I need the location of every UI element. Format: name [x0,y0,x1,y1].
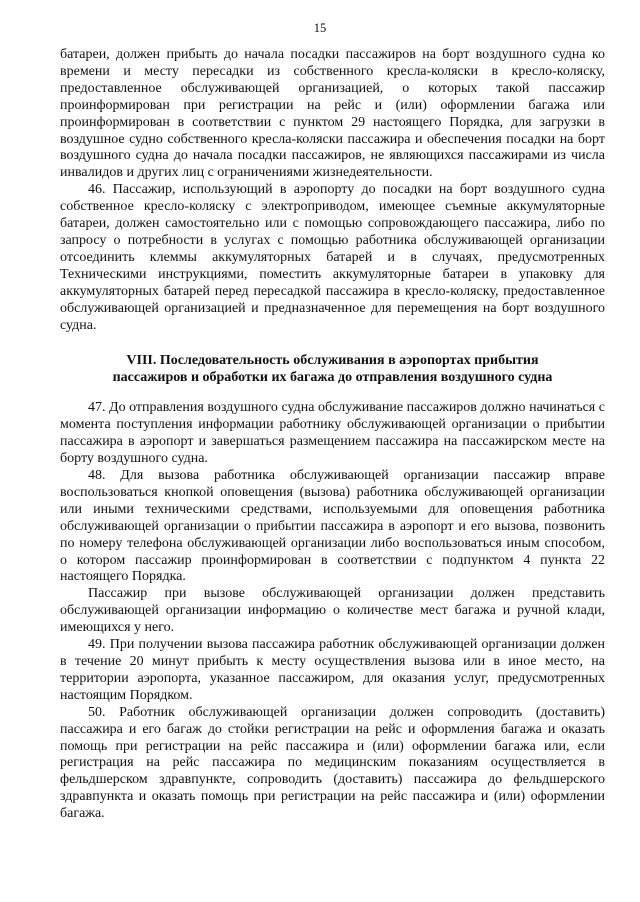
paragraph-48-continuation: Пассажир при вызове обслуживающей организации должен представить обслуживающей организации информацию о количестве мест багажа и ручной клади, имеющихся у него. [60,586,605,636]
paragraph-46: 46. Пассажир, использующий в аэропорту до посадки на борт воздушного судна собственное кресло-коляску с электроприводом, имеющее съемные аккумуляторные батареи, должен самостоятельно или с помощью сопровождающего пассажира, либо по запросу о потребности в услугах с помощью работника обслуживающей организации отсоединить клеммы аккумуляторных батарей и в случаях, предусмотренных Техническими инструкциями, поместить аккумуляторные батареи в упаковку для аккумуляторных батарей перед пересадкой пассажира в кресло-коляску, предоставленное обслуживающей организацией и предназначенное для перемещения на борт воздушного судна. [60,182,605,333]
page-number: 15 [313,21,327,35]
paragraph-47: 47. До отправления воздушного судна обслуживание пассажиров должно начинаться с момента поступления информации работнику обслуживающей организации о прибытии пассажира в аэропорт и завершаться размещением пассажира на пассажирском месте на борту воздушного судна. [60,400,605,467]
paragraph-48: 48. Для вызова работника обслуживающей организации пассажир вправе воспользоваться кнопкой оповещения (вызова) работника обслуживающей организации или иными техническими средствами, используемыми для оповещения работника обслуживающей организации о прибытии пассажира в аэропорт и его вызова, позвонить по номеру телефона обслуживающей организации либо воспользоваться иным способом, о котором пассажир проинформирован в соответствии с подпунктом 4 пункта 22 настоящего Порядка. [60,468,605,585]
section-heading-line-2: пассажиров и обработки их багажа до отправления воздушного судна [112,370,553,386]
section-heading-viii [60,352,605,386]
document-body [60,47,605,823]
paragraph-49: 49. При получении вызова пассажира работник обслуживающей организации должен в течение 20 минут прибыть к месту осуществления вызова или в иное место, на территории аэропорта, указанное пассажиром, для оказания услуг, предусмотренных настоящим Порядком. [60,637,605,703]
paragraph-continuation: батареи, должен прибыть до начала посадки пассажиров на борт воздушного судна ко времени и месту пересадки из собственного кресла-коляски в кресло-коляску, предоставленное обслуживающей организацией, о которых такой пассажир проинформирован при регистрации на рейс и (или) оформлении багажа или проинформирован в соответствии с пунктом 29 настоящего Порядка, для загрузки в воздушное судно собственного кресла-коляски пассажира и обеспечения посадки на борт воздушного судна до начала посадки пассажиров, не являющихся пассажирами из числа инвалидов и других лиц с ограничениями жизнедеятельности. [60,47,605,181]
paragraph-50: 50. Работник обслуживающей организации должен сопроводить (доставить) пассажира и его багаж до стойки регистрации на рейс и оформления багажа и оказать помощь при регистрации на рейс пассажира и (или) оформлении багажа или, если регистрация на рейс пассажира по медицинским показаниям осуществляется в фельдшерском здравпункте, сопроводить (доставить) пассажира до фельдшерского здравпункта и оказать помощь при регистрации на рейс пассажира и (или) оформлении багажа. [60,704,605,822]
section-heading-line-1: VIII. Последовательность обслуживания в аэропортах прибытия [126,353,539,369]
